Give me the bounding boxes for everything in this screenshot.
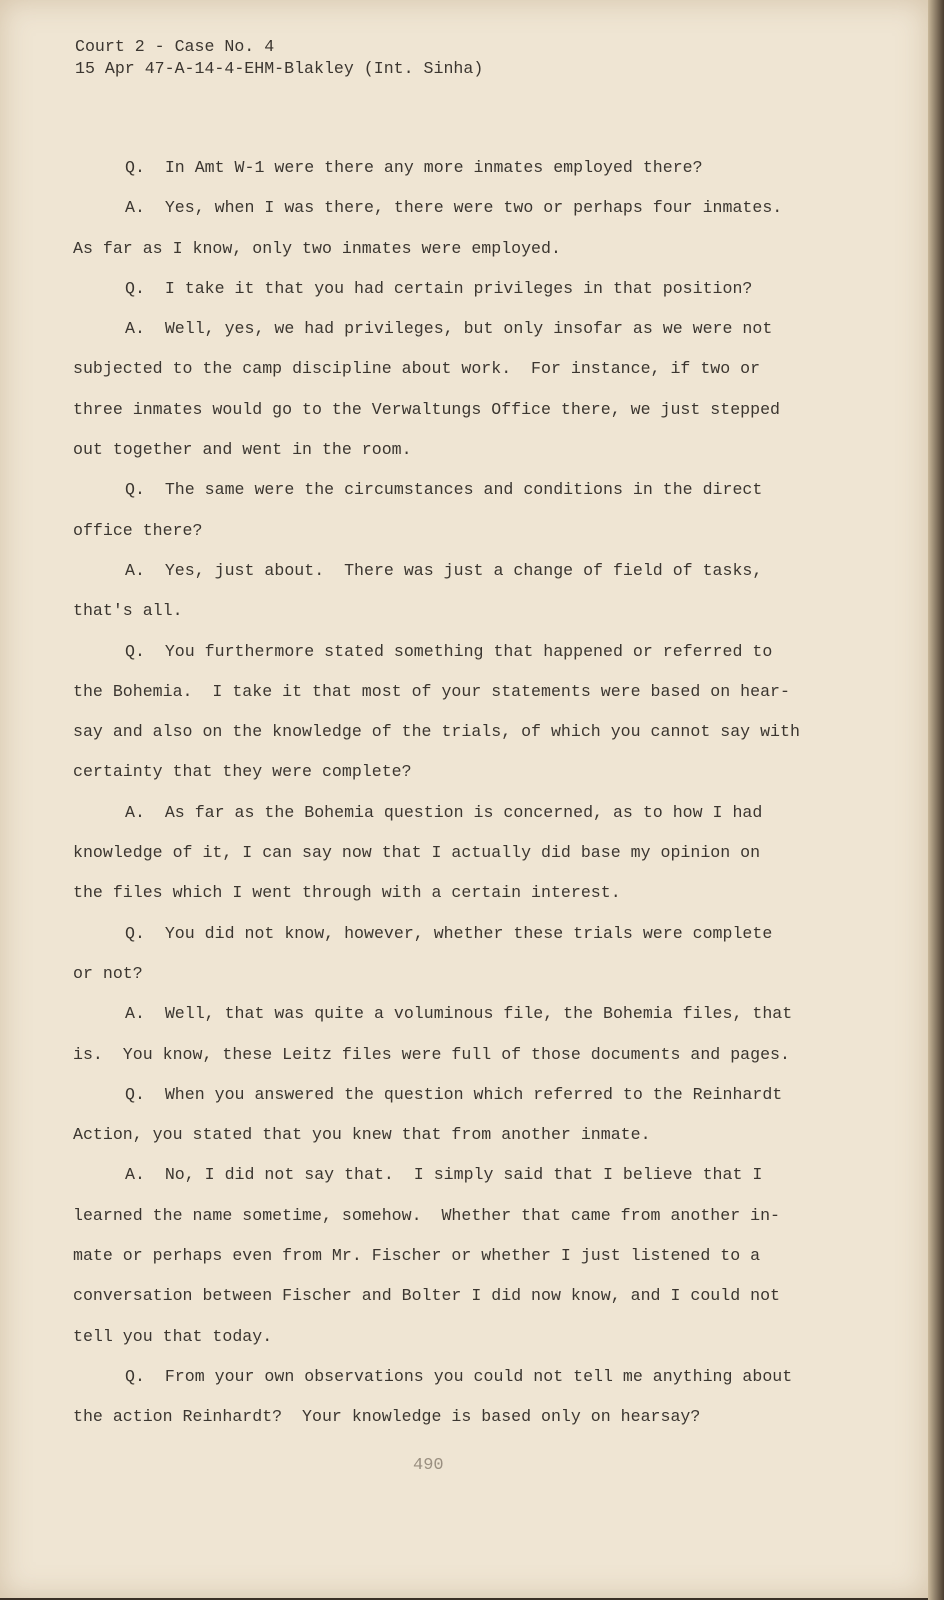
transcript-line bbox=[73, 1075, 833, 1115]
question-paragraph bbox=[73, 914, 833, 995]
line-text: out together and went in the room. bbox=[73, 440, 412, 460]
line-text: Action, you stated that you knew that from another inmate. bbox=[73, 1125, 651, 1145]
transcript-line bbox=[73, 390, 833, 430]
line-text: knowledge of it, I can say now that I actually did base my opinion on bbox=[73, 843, 761, 863]
question-paragraph bbox=[73, 470, 833, 551]
transcript-line bbox=[73, 1357, 833, 1397]
transcript-line bbox=[73, 793, 833, 833]
line-text: As far as I know, only two inmates were employed. bbox=[73, 238, 561, 258]
transcript-line bbox=[73, 309, 833, 349]
transcript-line bbox=[73, 1035, 833, 1075]
answer-paragraph bbox=[73, 551, 833, 632]
speaker-marker: Q. bbox=[125, 641, 145, 661]
speaker-marker: A. bbox=[125, 1165, 145, 1185]
question-paragraph bbox=[73, 1357, 833, 1438]
line-text: mate or perhaps even from Mr. Fischer or whether I just listened to a bbox=[73, 1246, 761, 1266]
question-paragraph bbox=[73, 1075, 833, 1156]
line-text: The same were the circumstances and conditions in the direct bbox=[164, 480, 763, 500]
speaker-marker: A. bbox=[125, 1004, 145, 1024]
transcript-line bbox=[73, 873, 833, 913]
answer-paragraph bbox=[73, 1155, 833, 1356]
transcript-line bbox=[73, 1317, 833, 1357]
header-session-info: 15 Apr 47-A-14-4-EHM-Blakley (Int. Sinha) bbox=[75, 59, 484, 78]
transcript-line bbox=[73, 551, 833, 591]
transcript-line bbox=[73, 632, 833, 672]
line-text: the action Reinhardt? Your knowledge is based only on hearsay? bbox=[73, 1407, 701, 1427]
speaker-marker: A. bbox=[125, 319, 145, 339]
transcript-line bbox=[73, 1155, 833, 1195]
answer-paragraph bbox=[73, 309, 833, 470]
speaker-marker: Q. bbox=[125, 923, 145, 943]
speaker-marker: A. bbox=[125, 560, 145, 580]
line-text: No, I did not say that. I simply said that I believe that I bbox=[164, 1165, 763, 1185]
speaker-marker: Q. bbox=[125, 1366, 145, 1386]
page-number: 490 bbox=[413, 1456, 444, 1475]
transcript-line bbox=[73, 269, 833, 309]
line-text: the files which I went through with a certain interest. bbox=[73, 883, 621, 903]
transcript-line bbox=[73, 229, 833, 269]
line-text: From your own observations you could not tell me anything about bbox=[164, 1366, 793, 1386]
line-text: that's all. bbox=[73, 601, 183, 621]
line-text: or not? bbox=[73, 963, 143, 983]
transcript-line bbox=[73, 1276, 833, 1316]
line-text: You did not know, however, whether these trials were complete bbox=[164, 923, 773, 943]
transcript-line bbox=[73, 591, 833, 631]
line-text: certainty that they were complete? bbox=[73, 762, 412, 782]
speaker-marker: Q. bbox=[125, 1084, 145, 1104]
speaker-marker: A. bbox=[125, 198, 145, 218]
transcript-line bbox=[73, 349, 833, 389]
speaker-marker: Q. bbox=[125, 158, 145, 177]
line-text: the Bohemia. I take it that most of your statements were based on hear- bbox=[73, 681, 790, 701]
transcript-line bbox=[73, 914, 833, 954]
line-text: You furthermore stated something that happened or referred to bbox=[164, 641, 773, 661]
page-edge bbox=[928, 0, 944, 1600]
transcript-line bbox=[73, 954, 833, 994]
line-text: office there? bbox=[73, 520, 203, 540]
line-text: When you answered the question which referred to the Reinhardt bbox=[164, 1084, 783, 1104]
transcript-line bbox=[73, 1196, 833, 1236]
transcript-line bbox=[73, 752, 833, 792]
line-text: In Amt W-1 were there any more inmates employed there? bbox=[164, 158, 703, 177]
transcript-line bbox=[73, 511, 833, 551]
line-text: Well, yes, we had privileges, but only insofar as we were not bbox=[164, 319, 773, 339]
question-paragraph bbox=[73, 148, 833, 188]
line-text: I take it that you had certain privileges in that position? bbox=[164, 278, 753, 298]
speaker-marker: Q. bbox=[125, 278, 145, 298]
transcript-line bbox=[73, 148, 833, 188]
speaker-marker: A. bbox=[125, 802, 145, 822]
question-paragraph bbox=[73, 269, 833, 309]
transcript-line bbox=[73, 833, 833, 873]
transcript-body bbox=[73, 148, 833, 1438]
transcript-line bbox=[73, 712, 833, 752]
transcript-line bbox=[73, 188, 833, 228]
line-text: learned the name sometime, somehow. Whether that came from another in- bbox=[73, 1205, 781, 1225]
answer-paragraph bbox=[73, 188, 833, 269]
line-text: subjected to the camp discipline about work. For instance, if two or bbox=[73, 359, 761, 379]
answer-paragraph bbox=[73, 994, 833, 1075]
document-header bbox=[75, 36, 483, 80]
transcript-line bbox=[73, 1236, 833, 1276]
line-text: Yes, just about. There was just a change of field of tasks, bbox=[164, 560, 763, 580]
line-text: As far as the Bohemia question is concerned, as to how I had bbox=[164, 802, 763, 822]
line-text: say and also on the knowledge of the trials, of which you cannot say with bbox=[73, 722, 800, 742]
question-paragraph bbox=[73, 632, 833, 793]
transcript-line bbox=[73, 1115, 833, 1155]
speaker-marker: Q. bbox=[125, 480, 145, 500]
transcript-line bbox=[73, 994, 833, 1034]
line-text: Well, that was quite a voluminous file, the Bohemia files, that bbox=[164, 1004, 793, 1024]
line-text: is. You know, these Leitz files were full of those documents and pages. bbox=[73, 1044, 790, 1064]
answer-paragraph bbox=[73, 793, 833, 914]
transcript-line bbox=[73, 470, 833, 510]
transcript-line bbox=[73, 672, 833, 712]
transcript-line bbox=[73, 1397, 833, 1437]
line-text: conversation between Fischer and Bolter I did now know, and I could not bbox=[73, 1286, 781, 1306]
line-text: tell you that today. bbox=[73, 1326, 273, 1346]
transcript-line bbox=[73, 430, 833, 470]
line-text: Yes, when I was there, there were two or perhaps four inmates. bbox=[164, 198, 783, 218]
line-text: three inmates would go to the Verwaltungs Office there, we just stepped bbox=[73, 399, 781, 419]
header-court-case: Court 2 - Case No. 4 bbox=[75, 37, 275, 56]
